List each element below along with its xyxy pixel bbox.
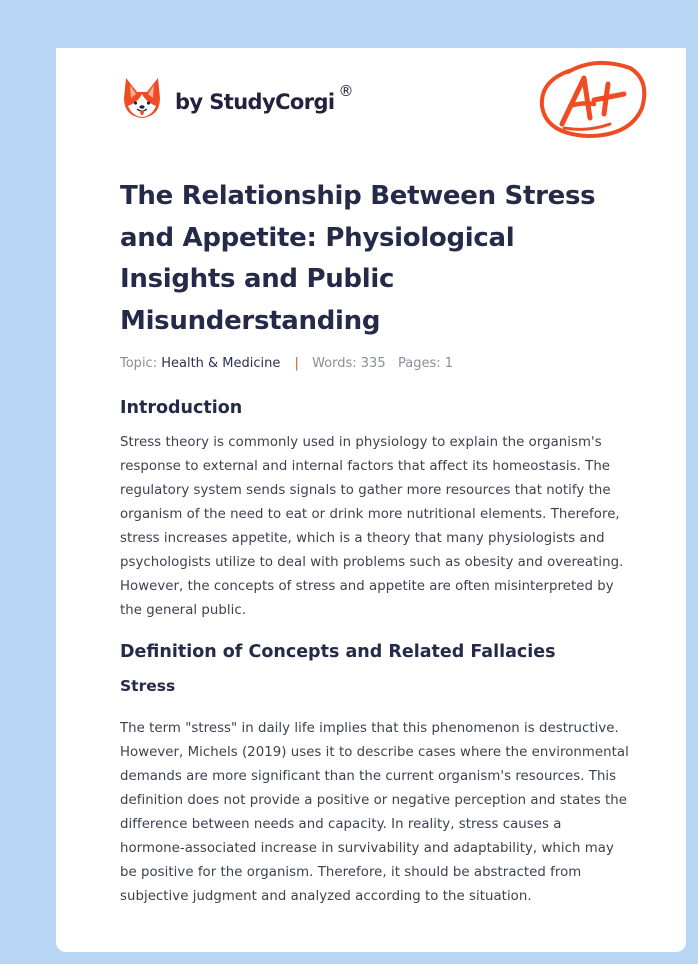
article-meta (120, 356, 630, 371)
topic-link[interactable]: Health & Medicine (161, 356, 281, 371)
topic-label: Topic: (120, 356, 158, 371)
section-heading-introduction: Introduction (120, 398, 243, 418)
article (120, 176, 630, 909)
article-title: The Relationship Between Stress and Appetite: Physiological Insights and Public Misunderstanding (120, 181, 596, 336)
words-count: 335 (360, 356, 386, 371)
meta-separator: | (294, 356, 299, 371)
pages-label: Pages: (398, 356, 441, 371)
words-label: Words: (312, 356, 357, 371)
paragraph-stress: The term "stress" in daily life implies that this phenomenon is destructive. However, Michels (2019) uses it to describe cases where the environmental demands are more significant than the current organism's resources. This definition does not provide a positive or negative perception and states the difference between needs and capacity. In reality, stress causes a hormone-associated increase in survivability and adaptability, which may be positive for the organism. Therefore, it should be abstracted from subjective judgment and analyzed according to the situation. (120, 721, 629, 904)
corgi-icon (122, 76, 162, 120)
pages-count: 1 (444, 356, 454, 371)
a-plus-grade-icon (538, 58, 648, 140)
paragraph-introduction: Stress theory is commonly used in physiology to explain the organism's response to external and internal factors that affect its homeostasis. The regulatory system sends signals to gather more resources that notify the organism of the need to eat or drink more nutritional elements. Therefore, stress increases appetite, which is a theory that many physiologists and psychologists utilize to deal with problems such as obesity and overeating. However, the concepts of stress and appetite are often misinterpreted by the general public. (120, 435, 624, 618)
registered-mark: ® (338, 82, 354, 100)
brand-name: by StudyCorgi (175, 90, 335, 114)
studycorgi-logo[interactable] (122, 76, 354, 120)
subheading-stress: Stress (120, 677, 176, 695)
document-card (56, 48, 686, 952)
section-heading-definitions: Definition of Concepts and Related Fallacies (120, 642, 556, 662)
